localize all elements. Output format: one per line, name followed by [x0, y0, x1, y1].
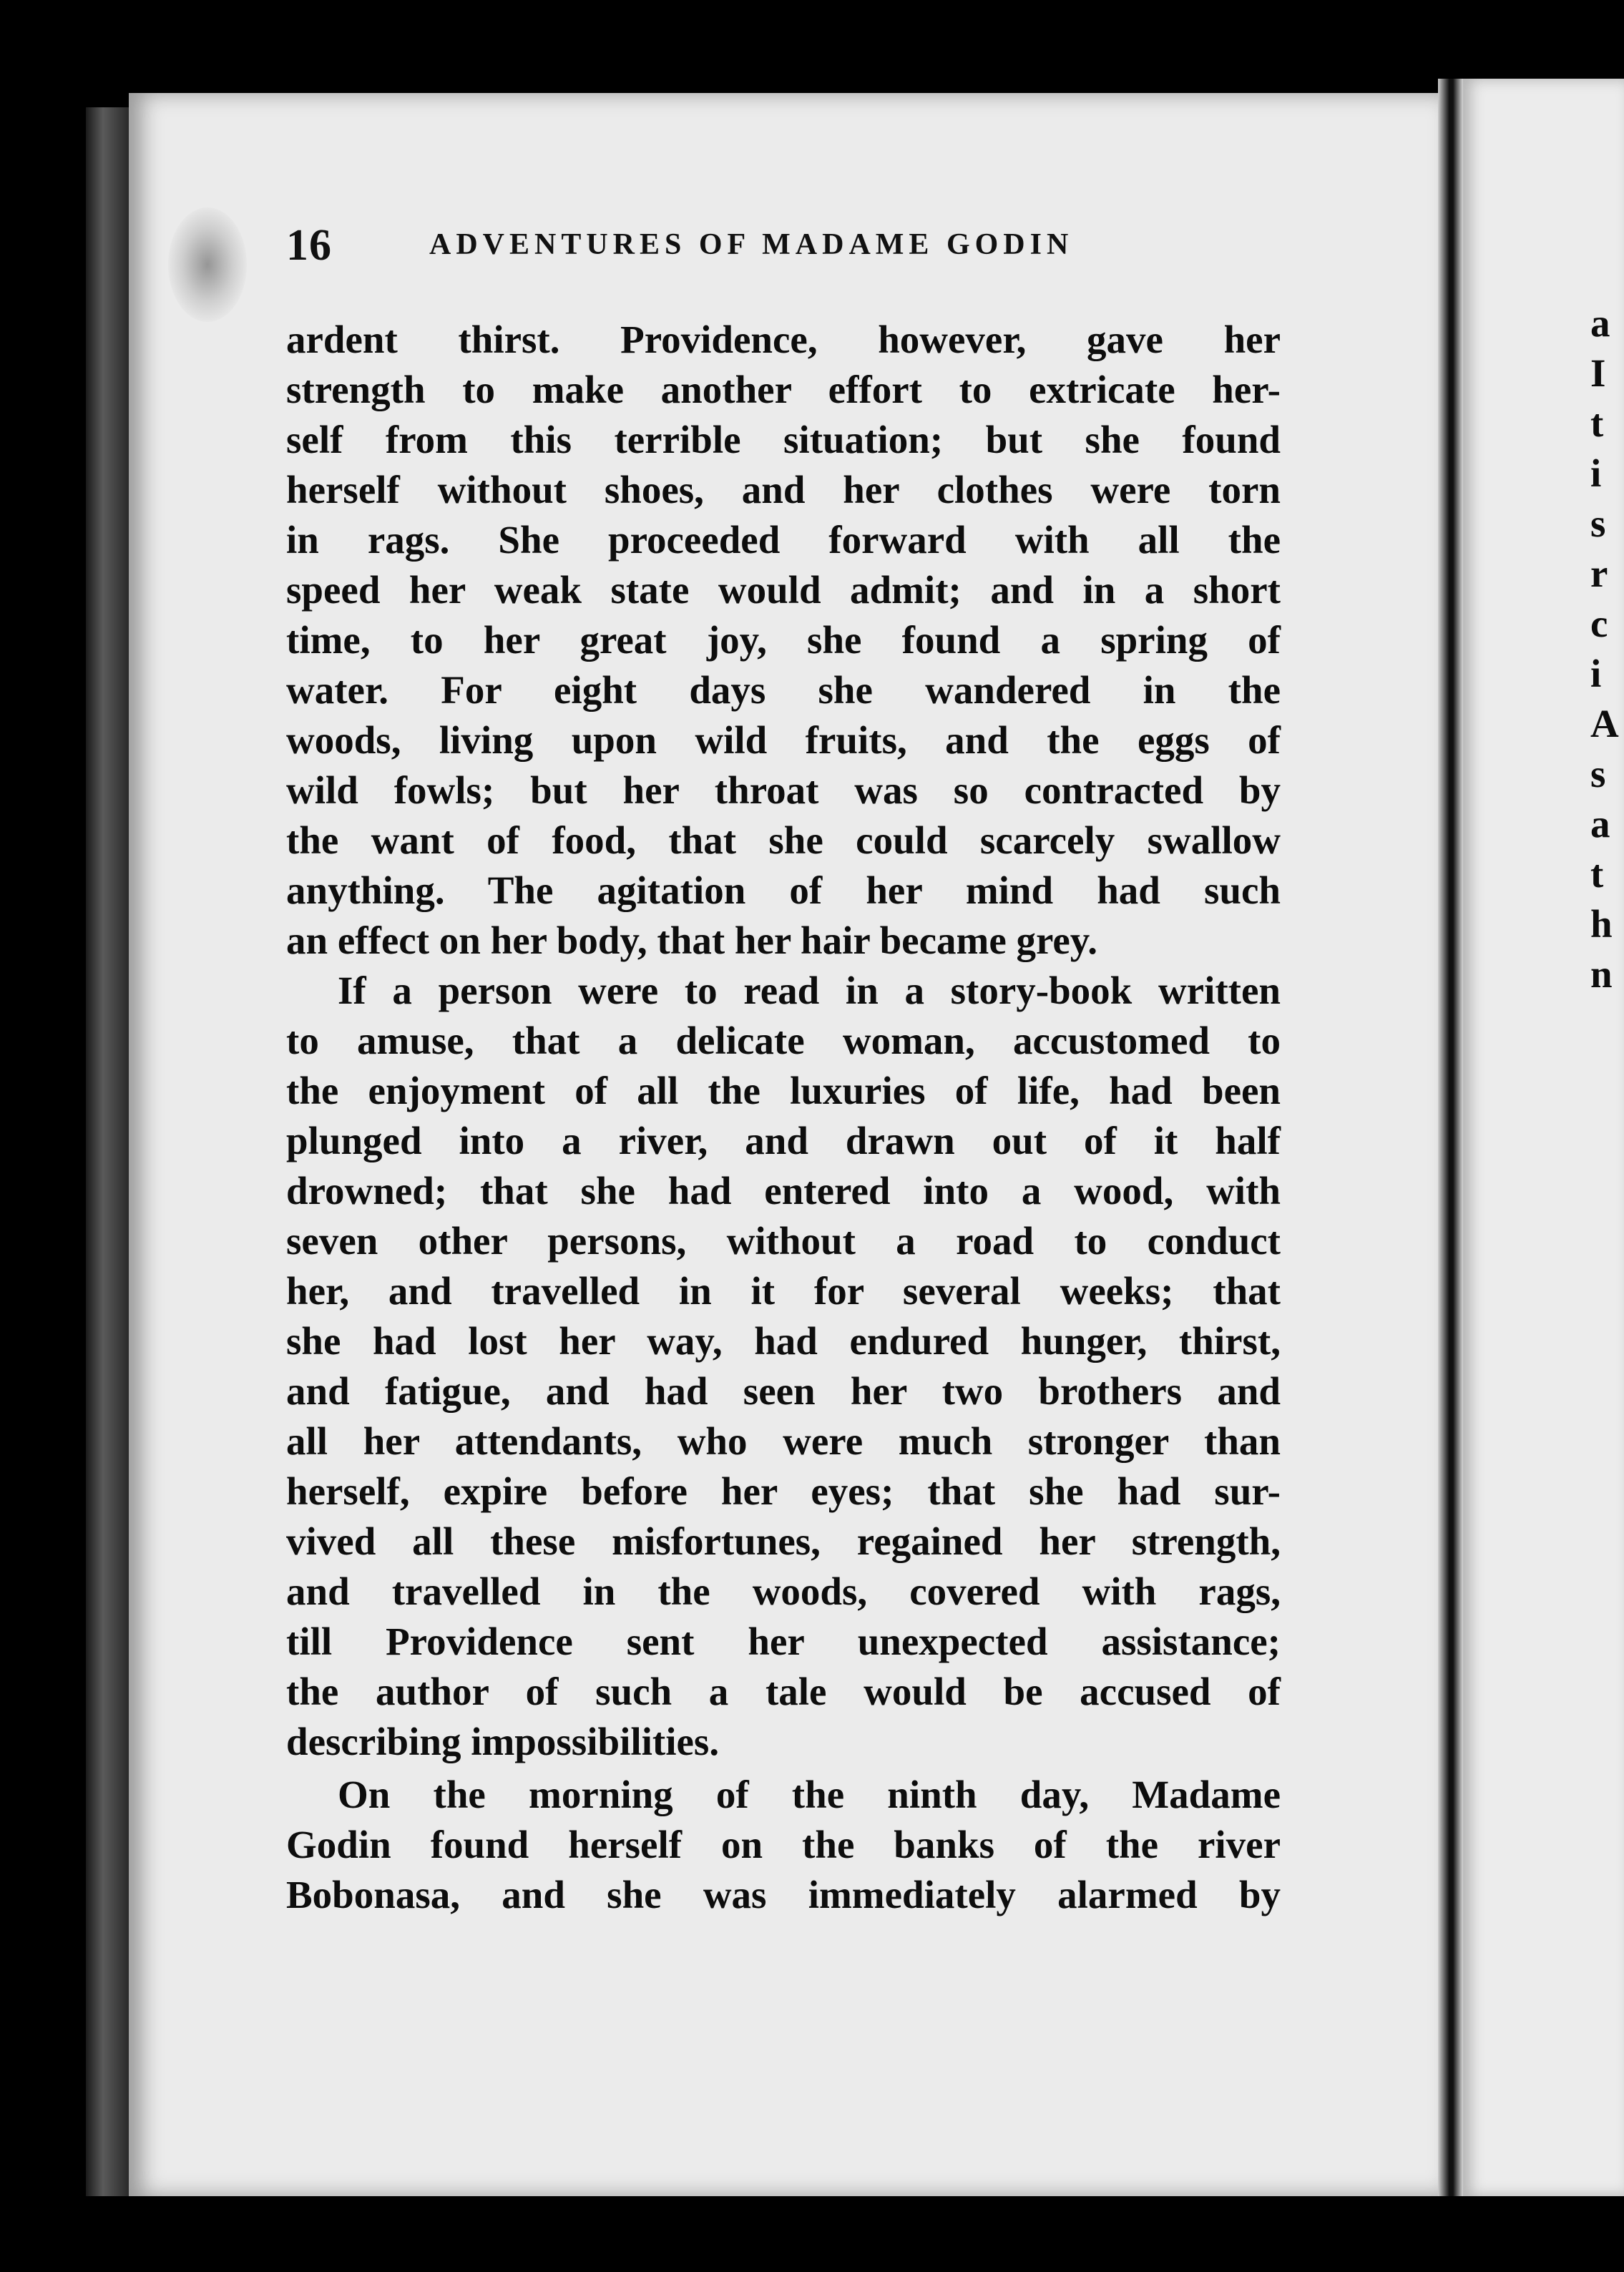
text-line: anything. The agitation of her mind had such	[286, 868, 1281, 912]
text-line: to amuse, that a delicate woman, accustomed to	[286, 1019, 1281, 1062]
book-spine	[86, 107, 129, 2196]
facing-page-fragment: n	[1590, 952, 1613, 996]
text-line: an effect on her body, that her hair became grey.	[286, 919, 1098, 962]
text-line: vived all these misfortunes, regained her strength,	[286, 1519, 1281, 1563]
paragraph-1	[286, 315, 1281, 966]
text-line: till Providence sent her unexpected assistance;	[286, 1620, 1281, 1663]
text-line: the want of food, that she could scarcely swallow	[286, 818, 1281, 862]
text-line: plunged into a river, and drawn out of it half	[286, 1119, 1281, 1162]
facing-page-fragment: h	[1590, 902, 1613, 946]
text-line: woods, living upon wild fruits, and the eggs of	[286, 718, 1281, 762]
facing-page-fragment: c	[1590, 602, 1608, 645]
text-line: herself without shoes, and her clothes were torn	[286, 468, 1281, 511]
facing-page-fragment: I	[1590, 351, 1606, 395]
text-line: in rags. She proceeded forward with all the	[286, 518, 1281, 562]
text-line: wild fowls; but her throat was so contracted by	[286, 768, 1281, 812]
ink-smudge	[168, 207, 247, 322]
text-line: she had lost her way, had endured hunger, thirst,	[286, 1319, 1281, 1363]
text-line: Godin found herself on the banks of the river	[286, 1823, 1281, 1866]
facing-page-fragment: t	[1590, 852, 1604, 896]
text-line: speed her weak state would admit; and in a short	[286, 568, 1281, 612]
text-line: time, to her great joy, she found a spring of	[286, 618, 1281, 662]
text-line: the enjoyment of all the luxuries of life, had been	[286, 1069, 1281, 1112]
paragraph-2	[286, 966, 1281, 1767]
text-line: the author of such a tale would be accused of	[286, 1670, 1281, 1713]
text-line: and fatigue, and had seen her two brothers and	[286, 1369, 1281, 1413]
page-number: 16	[286, 221, 332, 270]
text-line: Bobonasa, and she was immediately alarmed by	[286, 1873, 1281, 1916]
text-line: If a person were to read in a story-book written	[338, 969, 1281, 1012]
text-line: self from this terrible situation; but she found	[286, 418, 1281, 461]
facing-page-fragment: i	[1590, 451, 1602, 495]
text-line: ardent thirst. Providence, however, gave her	[286, 318, 1281, 361]
body-text	[286, 315, 1281, 1920]
text-line: all her attendants, who were much stronger than	[286, 1419, 1281, 1463]
facing-page-fragment: r	[1590, 552, 1608, 595]
paragraph-3	[286, 1770, 1281, 1920]
facing-page-fragment: s	[1590, 501, 1606, 545]
facing-page-fragment: t	[1590, 401, 1604, 445]
text-line: On the morning of the ninth day, Madame	[338, 1773, 1281, 1816]
text-line: and travelled in the woods, covered with rags,	[286, 1570, 1281, 1613]
facing-page-fragment: A	[1590, 702, 1619, 745]
facing-page-fragment: i	[1590, 652, 1602, 695]
running-head	[286, 220, 1273, 278]
text-line: water. For eight days she wandered in the	[286, 668, 1281, 712]
running-title: ADVENTURES OF MADAME GODIN	[429, 228, 1074, 261]
page-gutter	[1438, 79, 1463, 2196]
facing-page-fragment: a	[1590, 802, 1610, 846]
text-line: describing impossibilities.	[286, 1720, 720, 1763]
text-line: her, and travelled in it for several weeks; that	[286, 1269, 1281, 1313]
facing-page-fragment: a	[1590, 301, 1610, 345]
facing-page-fragment: s	[1590, 752, 1606, 795]
text-line: strength to make another effort to extricate her-	[286, 368, 1281, 411]
right-page	[1463, 79, 1624, 2196]
text-line: herself, expire before her eyes; that she had sur-	[286, 1469, 1281, 1513]
text-line: seven other persons, without a road to conduct	[286, 1219, 1281, 1263]
text-line: drowned; that she had entered into a wood, with	[286, 1169, 1281, 1213]
